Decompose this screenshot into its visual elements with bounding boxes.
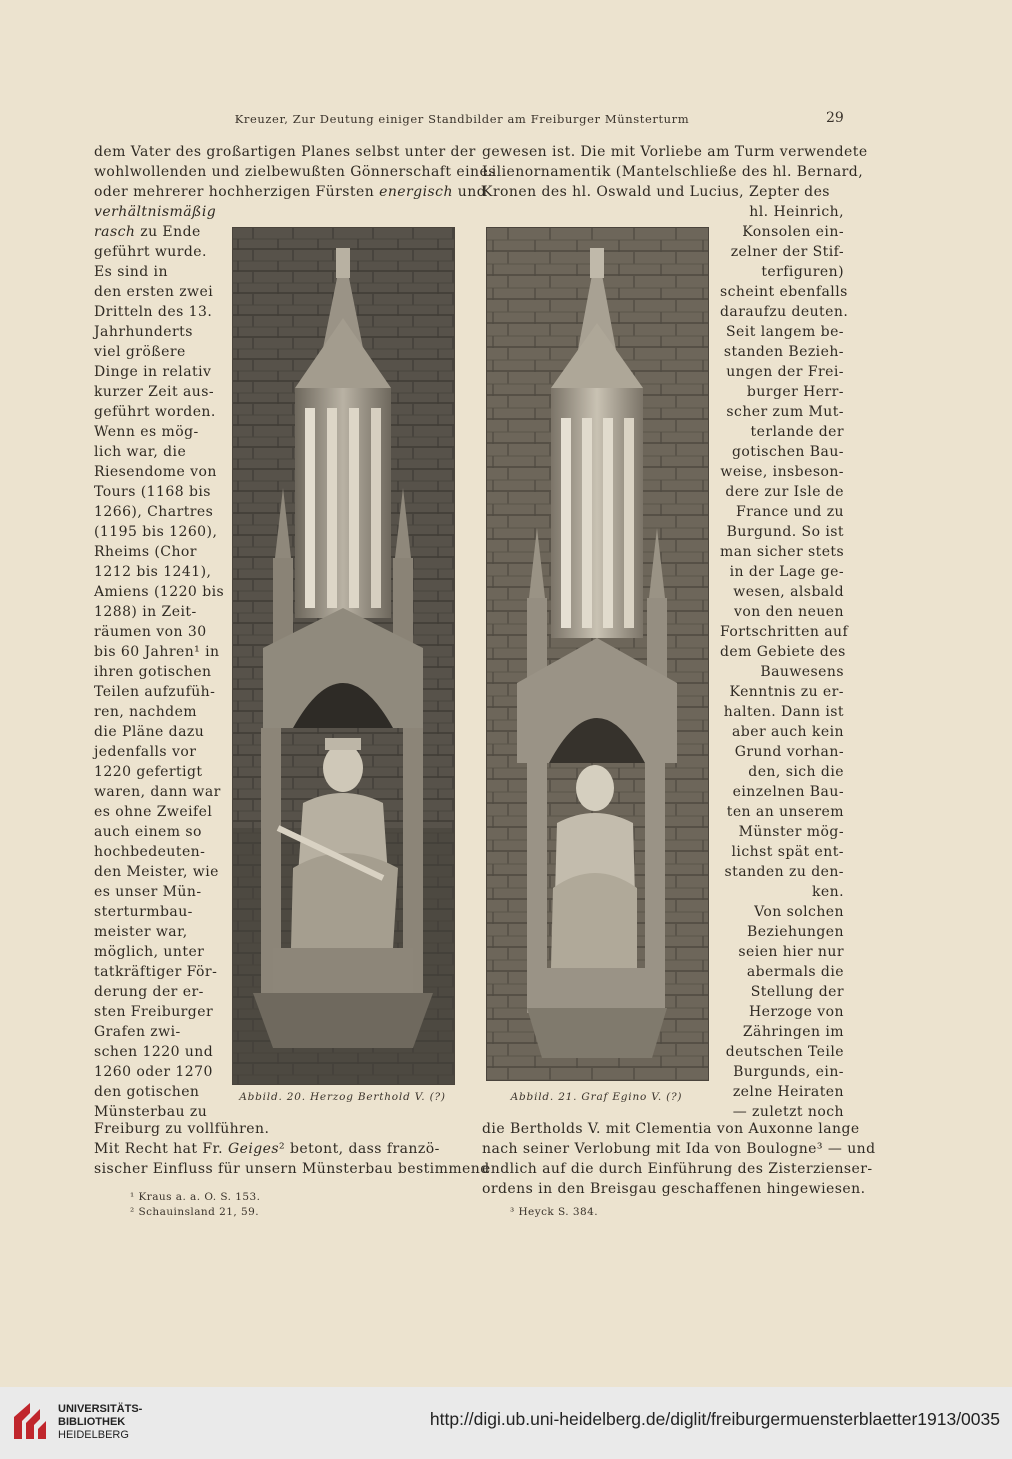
text-line: den ersten zwei [94, 284, 214, 300]
text-line: tatkräftiger För- [94, 964, 218, 980]
text-line: die Bertholds V. mit Clementia von Auxonne lange [482, 1121, 860, 1137]
page-number: 29 [826, 110, 844, 126]
text-line: Teilen aufzufüh- [94, 684, 216, 700]
text-line: möglich, unter [94, 944, 205, 960]
text-line: sten Freiburger [94, 1004, 214, 1020]
text-line: (1195 bis 1260), [94, 524, 218, 540]
text-line: burger Herr- [746, 384, 844, 400]
text-line: Dritteln des 13. [94, 304, 213, 320]
text-line: den Meister, wie [94, 864, 219, 880]
text-line: räumen von 30 [94, 624, 207, 640]
text-line: Grund vorhan- [734, 744, 844, 760]
text-line: terlande der [750, 424, 844, 440]
text-line: dere zur Isle de [725, 484, 844, 500]
text-line: nach seiner Verlobung mit Ida von Boulogne³ — und [482, 1141, 876, 1157]
text-line: Kenntnis zu er- [729, 684, 844, 700]
text-line: derung der er- [94, 984, 204, 1000]
text-line: Es sind in [94, 264, 168, 280]
running-title: Kreuzer, Zur Deutung einiger Standbilder am Freiburger Münsterturm [234, 112, 690, 126]
text-line: Amiens (1220 bis [94, 584, 225, 600]
text-line: France und zu [735, 504, 844, 520]
text-line: zelne Heiraten [732, 1084, 844, 1100]
text-line: weise, insbeson- [720, 464, 844, 480]
text-line: Münster mög- [738, 824, 844, 840]
text-line: die Pläne dazu [94, 724, 205, 740]
text-line: Wenn es mög- [94, 424, 199, 440]
text-line: Burgund. So ist [726, 524, 844, 540]
text-line: jedenfalls vor [94, 744, 197, 760]
text-line: ungen der Frei- [726, 364, 844, 380]
footnote-2: ² Schauinsland 21, 59. [130, 1206, 259, 1218]
text-line: lich war, die [94, 444, 187, 460]
text-line: kurzer Zeit aus- [94, 384, 215, 400]
text-line: schen 1220 und [94, 1044, 214, 1060]
text-line: standen zu den- [724, 864, 844, 880]
text-line: Kronen des hl. Oswald und Lucius, Zepter des [482, 184, 830, 200]
text-line: oder mehrerer hochherzigen Fürsten energisch und [94, 184, 487, 200]
text-line: 1212 bis 1241), [94, 564, 212, 580]
digitization-footer [0, 1387, 1012, 1459]
library-logo-icon [10, 1399, 48, 1443]
text-line: Freiburg zu vollführen. [94, 1121, 270, 1137]
text-line: lichst spät ent- [731, 844, 844, 860]
text-line: Burgunds, ein- [733, 1064, 844, 1080]
text-line: Dinge in relativ [94, 364, 212, 380]
text-line: einzelnen Bau- [732, 784, 844, 800]
text-line: 1266), Chartres [94, 504, 214, 520]
text-line: sterturmbau- [94, 904, 193, 920]
text-line: Konsolen ein- [742, 224, 844, 240]
text-line: — zuletzt noch [732, 1104, 844, 1120]
text-line: von den neuen [734, 604, 844, 620]
text-line: den, sich die [748, 764, 844, 780]
text-line: Tours (1168 bis [94, 484, 211, 500]
text-line: Fortschritten auf [720, 624, 849, 640]
footnote-3: ³ Heyck S. 384. [510, 1206, 599, 1218]
figure-egino-photo [486, 227, 709, 1081]
library-line-3: HEIDELBERG [58, 1429, 129, 1441]
text-line: Bauwesens [760, 664, 844, 680]
text-line: aber auch kein [732, 724, 844, 740]
footnote-1: ¹ Kraus a. a. O. S. 153. [130, 1191, 261, 1203]
text-line: Mit Recht hat Fr. Geiges² betont, dass franzö- [94, 1141, 440, 1157]
text-line: ken. [811, 884, 844, 900]
text-line: Münsterbau zu [94, 1104, 208, 1120]
text-line: Rheims (Chor [94, 544, 197, 560]
text-line: scheint ebenfalls [720, 284, 848, 300]
text-line: terfiguren) [761, 264, 844, 280]
text-line: Jahrhunderts [94, 324, 193, 340]
text-line: gewesen ist. Die mit Vorliebe am Turm verwendete [482, 144, 868, 160]
text-line: wesen, alsbald [733, 584, 844, 600]
text-line: es ohne Zweifel [94, 804, 213, 820]
text-line: 1260 oder 1270 [94, 1064, 213, 1080]
statue-egino-illustration [487, 228, 708, 1080]
text-line: Seit langem be- [726, 324, 844, 340]
text-line: sischer Einfluss für unsern Münsterbau bestimmend [94, 1161, 490, 1177]
text-line: ordens in den Breisgau geschaffenen hingewiesen. [482, 1181, 866, 1197]
text-line: Zähringen im [742, 1024, 844, 1040]
text-line: ren, nachdem [94, 704, 198, 720]
source-url[interactable]: http://digi.ub.uni-heidelberg.de/diglit/freiburgermuensterblaetter1913/0035 [429, 1409, 1000, 1429]
page-header [0, 112, 1012, 132]
library-line-1: UNIVERSITÄTS- [58, 1403, 143, 1415]
text-line: 1288) in Zeit- [94, 604, 197, 620]
text-line: scher zum Mut- [726, 404, 844, 420]
text-line: Grafen zwi- [94, 1024, 181, 1040]
text-line: dem Gebiete des [720, 644, 846, 660]
text-line: ten an unserem [726, 804, 844, 820]
text-line: seien hier nur [738, 944, 844, 960]
text-line: zelner der Stif- [730, 244, 844, 260]
figure-berthold-photo [232, 227, 455, 1085]
text-line: geführt wurde. [94, 244, 207, 260]
text-line: hl. Heinrich, [749, 204, 844, 220]
text-line: Von solchen [754, 904, 844, 920]
text-line: standen Bezieh- [723, 344, 844, 360]
library-name [58, 1403, 142, 1442]
text-line: Beziehungen [747, 924, 844, 940]
text-line: ihren gotischen [94, 664, 212, 680]
statue-berthold-illustration [233, 228, 454, 1084]
text-line: Lilienornamentik (Mantelschließe des hl. Bernard, [482, 164, 864, 180]
text-line: Riesendome von [94, 464, 217, 480]
text-line: man sicher stets [720, 544, 845, 560]
text-line: rasch zu Ende [94, 224, 201, 240]
text-line: wohlwollenden und zielbewußten Gönnerschaft eines [94, 164, 496, 180]
text-line: abermals die [746, 964, 844, 980]
text-line: deutschen Teile [725, 1044, 844, 1060]
text-line: Stellung der [750, 984, 844, 1000]
text-line: waren, dann war [94, 784, 221, 800]
text-line: auch einem so [94, 824, 202, 840]
text-line: gotischen Bau- [732, 444, 844, 460]
text-line: viel größere [94, 344, 186, 360]
text-line: es unser Mün- [94, 884, 202, 900]
text-line: daraufzu deuten. [720, 304, 849, 320]
text-line: halten. Dann ist [723, 704, 844, 720]
text-line: meister war, [94, 924, 188, 940]
library-line-2: BIBLIOTHEK [58, 1416, 126, 1428]
text-line: 1220 gefertigt [94, 764, 203, 780]
text-line: dem Vater des großartigen Planes selbst unter der [94, 144, 476, 160]
text-line: endlich auf die durch Einführung des Zisterzienser- [482, 1161, 873, 1177]
figure-caption-right: Abbild. 21. Graf Egino V. (?) [510, 1091, 683, 1103]
text-line: geführt worden. [94, 404, 216, 420]
text-line: hochbedeuten- [94, 844, 206, 860]
text-line: bis 60 Jahren¹ in [94, 644, 220, 660]
text-line: in der Lage ge- [729, 564, 844, 580]
text-line: Herzoge von [749, 1004, 844, 1020]
text-line: verhältnismäßig [94, 204, 217, 220]
figure-caption-left: Abbild. 20. Herzog Berthold V. (?) [239, 1091, 446, 1103]
text-line: den gotischen [94, 1084, 200, 1100]
